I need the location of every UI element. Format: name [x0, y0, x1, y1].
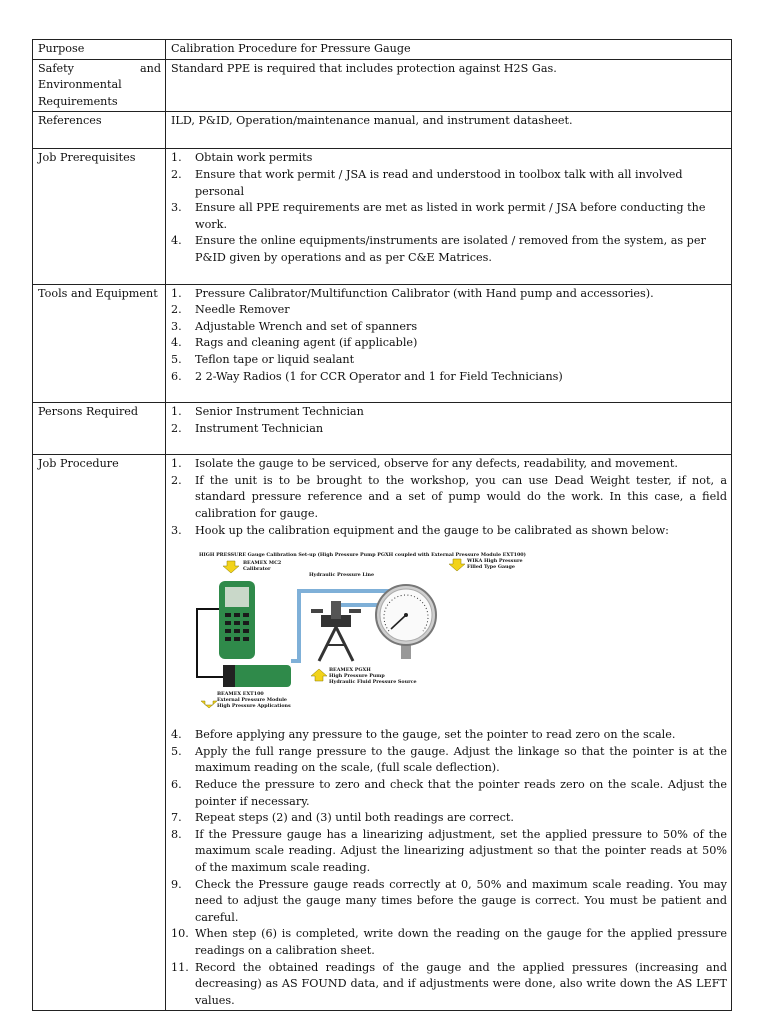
persons-cell — [166, 403, 732, 455]
list-item — [171, 150, 727, 167]
list-item — [171, 810, 727, 827]
item-text: If the unit is to be brought to the workshop, you can use Dead Weight tester, if not, a standard pressure reference and a set of pump would do the work. In this case, a field calibration for gauge. — [195, 473, 727, 521]
persons-label: Persons Required — [33, 403, 166, 455]
cell-spacer — [171, 385, 727, 401]
list-item — [171, 960, 727, 1010]
safety-label — [33, 59, 166, 112]
list-item — [171, 233, 727, 266]
item-number: 3. — [171, 523, 182, 537]
calibrator-label-1: BEAMEX MC2 — [243, 560, 282, 567]
list-item — [171, 744, 727, 777]
procedure-label: Job Procedure — [33, 455, 166, 1011]
list-item — [171, 286, 727, 303]
gauge-label-2: Filled Type Gauge — [467, 564, 515, 571]
tools-list — [171, 286, 727, 386]
diagram-svg — [191, 549, 631, 719]
diagram-title: HIGH PRESSURE Gauge Calibration Set-up (High Pressure Pump PGXH coupled with External Pressure Module EXT100) — [199, 552, 526, 559]
item-text: Record the obtained readings of the gauge and the applied pressures (increasing and decreasing) as AS FOUND data, and if adjustments were done, also write down the AS LEFT values. — [195, 960, 727, 1007]
list-item — [171, 727, 727, 744]
item-text: Apply the full range pressure to the gauge. Adjust the linkage so that the pointer is at the maximum reading on the scale, (full scale deflection). — [195, 744, 727, 775]
module-label-3: High Pressure Applications — [217, 703, 291, 710]
procedure-list-before — [171, 456, 727, 539]
list-item — [171, 877, 727, 927]
item-number: 5. — [171, 744, 182, 758]
item-number: 1. — [171, 286, 182, 300]
item-number: 1. — [171, 405, 182, 419]
list-item — [171, 302, 727, 319]
safety-label-word-3: Environmental — [38, 78, 122, 92]
pressure-gauge — [376, 585, 436, 659]
safety-label-word-1: Safety — [38, 61, 74, 75]
item-number: 4. — [171, 728, 182, 742]
row-references — [33, 112, 732, 149]
procedure-table — [32, 39, 732, 1011]
item-number: 5. — [171, 352, 182, 366]
item-number: 2. — [171, 421, 182, 435]
item-text: Senior Instrument Technician — [195, 405, 364, 419]
external-module-cap — [223, 665, 235, 687]
item-number: 10. — [171, 927, 189, 941]
pump-label-1: BEAMEX PGXH — [329, 667, 371, 674]
item-number: 4. — [171, 234, 182, 248]
row-procedure — [33, 455, 732, 1011]
prerequisites-label: Job Prerequisites — [33, 149, 166, 284]
list-item — [171, 456, 727, 473]
item-number: 6. — [171, 369, 182, 383]
item-number: 2. — [171, 167, 182, 181]
item-text: Adjustable Wrench and set of spanners — [195, 319, 418, 333]
prerequisites-list — [171, 150, 727, 266]
module-label-2: External Pressure Module — [217, 697, 287, 704]
item-text: Hook up the calibration equipment and the gauge to be calibrated as shown below: — [195, 523, 669, 537]
item-number: 7. — [171, 811, 182, 825]
row-prerequisites — [33, 149, 732, 284]
list-item — [171, 421, 727, 438]
item-text: Check the Pressure gauge reads correctly at 0, 50% and maximum scale reading. You may need to adjust the gauge many times before the gauge is correct. You must be patient and careful. — [195, 877, 727, 924]
row-persons — [33, 403, 732, 455]
tools-label: Tools and Equipment — [33, 284, 166, 403]
row-purpose — [33, 40, 732, 60]
item-number: 3. — [171, 201, 182, 215]
prerequisites-cell — [166, 149, 732, 284]
procedure-list-after — [171, 727, 727, 1009]
row-tools — [33, 284, 732, 403]
item-text: Rags and cleaning agent (if applicable) — [195, 336, 418, 350]
list-item — [171, 352, 727, 369]
gauge-label-1: WIKA High Pressure — [467, 558, 523, 565]
item-text: Ensure that work permit / JSA is read and understood in toolbox talk with all involved personal — [195, 167, 683, 198]
item-number: 1. — [171, 457, 182, 471]
item-number: 8. — [171, 827, 182, 841]
persons-list — [171, 404, 727, 437]
module-label-1: BEAMEX EXT100 — [217, 691, 264, 698]
module-arrow-icon — [201, 701, 217, 708]
list-item — [171, 369, 727, 386]
list-item — [171, 404, 727, 421]
tools-cell — [166, 284, 732, 403]
list-item — [171, 523, 727, 540]
procedure-cell — [166, 455, 732, 1011]
calibrator-screen — [225, 587, 249, 607]
item-number: 11. — [171, 960, 189, 974]
item-text: Ensure the online equipments/instruments are isolated / removed from the system, as per P&ID given by operations and as per C&E Matrices. — [195, 234, 706, 264]
calibration-setup-diagram — [191, 549, 631, 719]
item-text: Obtain work permits — [195, 151, 313, 165]
item-text: 2 2-Way Radios (1 for CCR Operator and 1 for Field Technicians) — [195, 369, 563, 383]
calibrator-arrow-icon — [223, 561, 239, 573]
list-item — [171, 827, 727, 877]
list-item — [171, 473, 727, 523]
item-number: 9. — [171, 877, 182, 891]
gauge-arrow-icon — [449, 559, 465, 571]
item-number: 2. — [171, 473, 182, 487]
item-number: 2. — [171, 303, 182, 317]
list-item — [171, 926, 727, 959]
item-number: 4. — [171, 336, 182, 350]
item-text: If the Pressure gauge has a linearizing adjustment, set the applied pressure to 50% of the maximum scale reading. Adjust the linearizing adjustment so that the pointer reads at 50% of the maximum scale reading. — [195, 827, 727, 874]
safety-label-word-4: Requirements — [38, 94, 118, 108]
calibrator-label-2: Calibrator — [243, 566, 271, 573]
references-value: ILD, P&ID, Operation/maintenance manual, and instrument datasheet. — [166, 112, 732, 149]
item-number: 3. — [171, 319, 182, 333]
item-text: When step (6) is completed, write down the reading on the gauge for the applied pressure readings on a calibration sheet. — [195, 927, 727, 957]
procedure-document — [32, 39, 732, 1011]
purpose-value: Calibration Procedure for Pressure Gauge — [166, 40, 732, 60]
purpose-label: Purpose — [33, 40, 166, 60]
item-text: Before applying any pressure to the gauge, set the pointer to read zero on the scale. — [195, 728, 676, 742]
item-text: Teflon tape or liquid sealant — [195, 352, 355, 366]
item-text: Pressure Calibrator/Multifunction Calibrator (with Hand pump and accessories). — [195, 286, 654, 300]
list-item — [171, 200, 727, 233]
item-text: Isolate the gauge to be serviced, observe for any defects, readability, and movement. — [195, 457, 678, 471]
item-number: 1. — [171, 151, 182, 165]
list-item — [171, 777, 727, 810]
item-text: Instrument Technician — [195, 421, 324, 435]
list-item — [171, 167, 727, 200]
row-safety — [33, 59, 732, 112]
pump-arrow-icon — [311, 669, 327, 681]
item-number: 6. — [171, 778, 182, 792]
item-text: Ensure all PPE requirements are met as listed in work permit / JSA before conducting the work. — [195, 201, 706, 231]
safety-value: Standard PPE is required that includes protection against H2S Gas. — [166, 59, 732, 112]
item-text: Needle Remover — [195, 303, 290, 317]
cell-spacer — [171, 267, 727, 283]
hydraulic-line-label: Hydraulic Pressure Line — [309, 572, 375, 579]
list-item — [171, 319, 727, 336]
list-item — [171, 335, 727, 352]
cell-spacer — [171, 437, 727, 453]
item-text: Reduce the pressure to zero and check that the pointer reads zero on the scale. Adjust the pointer if necessary. — [195, 778, 727, 808]
item-text: Repeat steps (2) and (3) until both readings are correct. — [195, 811, 514, 825]
references-label: References — [33, 112, 166, 149]
safety-label-word-2: and — [139, 61, 161, 75]
hand-pump — [311, 601, 361, 661]
pump-label-3: Hydraulic Fluid Pressure Source — [329, 679, 417, 686]
pump-label-2: High Pressure Pump — [329, 673, 385, 680]
